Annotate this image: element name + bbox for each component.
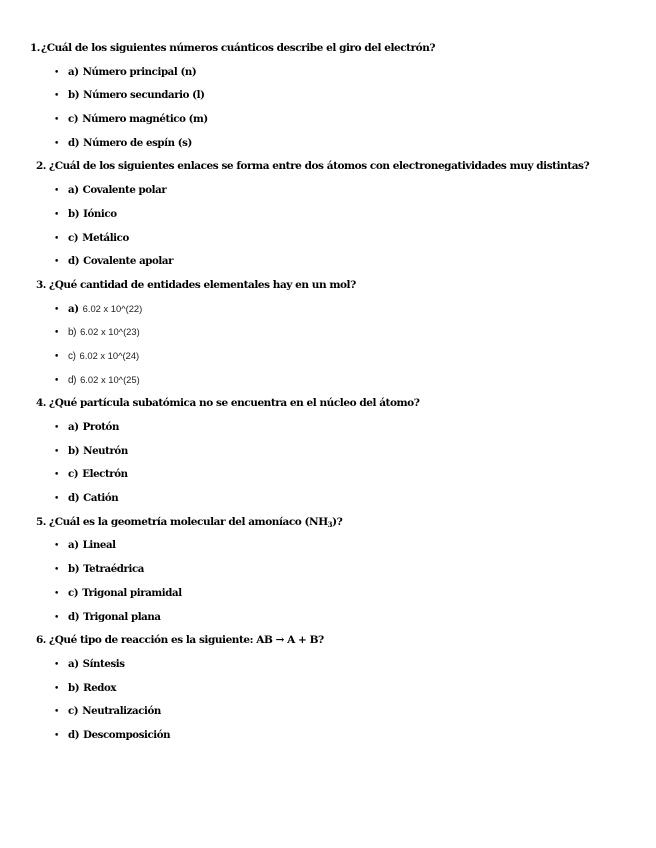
question-number: 3. (35, 278, 46, 291)
option-text: 6.02 x 10^(24) (79, 349, 140, 361)
bullet-icon: • (54, 233, 59, 244)
question-header (0, 634, 656, 658)
bullet-icon: • (54, 588, 59, 599)
option-text: Tetraédrica (83, 563, 144, 576)
option-letter: a) (68, 65, 79, 78)
bullet-icon: • (54, 683, 59, 694)
question-header (0, 279, 656, 303)
question-text (49, 516, 342, 529)
option-text: Síntesis (82, 657, 125, 670)
option-item (0, 89, 656, 113)
bullet-icon: • (54, 375, 59, 386)
option-text: Metálico (82, 231, 129, 244)
option-text: Número de espín (s) (83, 136, 192, 149)
question-text: ¿Qué partícula subatómica no se encuentra en el núcleo del átomo? (49, 397, 420, 410)
question-number: 1. (29, 42, 40, 54)
option-item (0, 421, 656, 445)
option-letter: c) (68, 113, 79, 126)
option-text: Covalente apolar (83, 255, 174, 268)
question-1 (0, 42, 656, 160)
option-text: Neutralización (82, 705, 161, 718)
option-letter: d) (68, 492, 80, 505)
bullet-icon: • (54, 707, 59, 718)
option-letter: b) (68, 681, 80, 694)
bullet-icon: • (54, 494, 59, 505)
option-item (0, 445, 656, 469)
bullet-icon: • (54, 67, 59, 78)
question-3 (0, 279, 656, 397)
option-item (0, 729, 656, 753)
question-5 (0, 516, 656, 634)
subscript-3: 3 (327, 519, 333, 529)
bullet-icon: • (54, 351, 59, 362)
option-item (0, 658, 656, 682)
option-letter: a) (68, 421, 79, 433)
option-text: 6.02 x 10^(23) (80, 326, 140, 338)
option-text: Covalente polar (82, 184, 167, 197)
option-item (0, 374, 656, 398)
option-item (0, 255, 656, 279)
option-letter: c) (68, 350, 76, 362)
option-letter: c) (68, 586, 79, 599)
option-item (0, 326, 656, 350)
option-text: 6.02 x 10^(22) (82, 302, 143, 314)
bullet-icon: • (54, 186, 59, 197)
question-text: ¿Qué cantidad de entidades elementales hay en un mol? (49, 278, 356, 291)
question-header (0, 516, 656, 540)
bullet-icon: • (54, 328, 59, 339)
option-item (0, 208, 656, 232)
option-letter: a) (68, 184, 79, 197)
bullet-icon: • (54, 115, 59, 126)
bullet-icon: • (54, 446, 59, 457)
option-letter: b) (68, 563, 80, 576)
bullet-icon: • (54, 612, 59, 623)
option-text: Protón (82, 421, 119, 433)
option-text: Descomposición (83, 728, 171, 741)
option-item (0, 350, 656, 374)
option-text: Redox (83, 681, 117, 694)
option-item (0, 705, 656, 729)
bullet-icon: • (54, 423, 59, 433)
option-letter: a) (68, 539, 79, 552)
question-number: 5. (35, 515, 46, 528)
question-number: 4. (35, 397, 46, 410)
option-letter: d) (68, 255, 80, 268)
option-item (0, 468, 656, 492)
option-letter: d) (68, 136, 80, 149)
option-item (0, 232, 656, 256)
option-letter: d) (68, 374, 77, 386)
bullet-icon: • (54, 470, 59, 481)
question-number: 2. (35, 160, 46, 173)
option-letter: a) (68, 657, 79, 670)
option-text: Trigonal piramidal (82, 586, 182, 599)
bullet-icon: • (54, 209, 59, 220)
option-text: Número secundario (l) (83, 89, 205, 102)
option-text: Neutrón (83, 444, 128, 457)
bullet-icon: • (54, 257, 59, 268)
question-text-before: ¿Cuál es la geometría molecular del amoníaco (NH (49, 515, 328, 528)
question-text-after: )? (332, 515, 343, 528)
question-6 (0, 634, 656, 752)
question-number: 6. (35, 634, 46, 647)
option-item (0, 492, 656, 516)
option-letter: c) (68, 468, 79, 481)
option-item (0, 113, 656, 137)
bullet-icon: • (54, 138, 59, 149)
question-text: ¿Cuál de los siguientes números cuánticos describe el giro del electrón? (41, 42, 436, 54)
option-letter: b) (68, 89, 80, 102)
option-item (0, 303, 656, 327)
option-letter: b) (68, 444, 80, 457)
option-item (0, 563, 656, 587)
question-header (0, 160, 656, 184)
option-item (0, 587, 656, 611)
option-item (0, 137, 656, 161)
option-letter: d) (68, 728, 80, 741)
bullet-icon: • (54, 659, 59, 670)
option-item (0, 682, 656, 706)
question-2 (0, 160, 656, 278)
option-text: Trigonal plana (83, 610, 161, 623)
option-item (0, 539, 656, 563)
bullet-icon: • (54, 91, 59, 102)
option-letter: a) (68, 302, 79, 315)
option-text: 6.02 x 10^(25) (80, 373, 140, 385)
question-text: ¿Qué tipo de reacción es la siguiente: AB → A + B? (49, 634, 324, 647)
option-text: Iónico (83, 207, 117, 220)
option-text: Lineal (82, 539, 116, 552)
bullet-icon: • (54, 565, 59, 576)
option-letter: b) (68, 207, 80, 220)
option-item (0, 184, 656, 208)
bullet-icon: • (54, 541, 59, 552)
option-item (0, 611, 656, 635)
option-letter: c) (68, 705, 79, 718)
question-4 (0, 397, 656, 515)
option-letter: b) (68, 327, 77, 339)
option-text: Número principal (n) (82, 65, 197, 78)
option-text: Electrón (82, 468, 128, 481)
option-text: Catión (83, 492, 119, 505)
option-text: Número magnético (m) (82, 113, 208, 126)
option-letter: c) (68, 231, 79, 244)
bullet-icon: • (54, 730, 59, 741)
question-text: ¿Cuál de los siguientes enlaces se forma entre dos átomos con electronegatividades muy distintas? (49, 160, 590, 173)
question-header (0, 42, 656, 66)
question-header (0, 397, 656, 421)
quiz-document (0, 42, 656, 753)
option-letter: d) (68, 610, 80, 623)
bullet-icon: • (54, 304, 59, 315)
option-item (0, 66, 656, 90)
